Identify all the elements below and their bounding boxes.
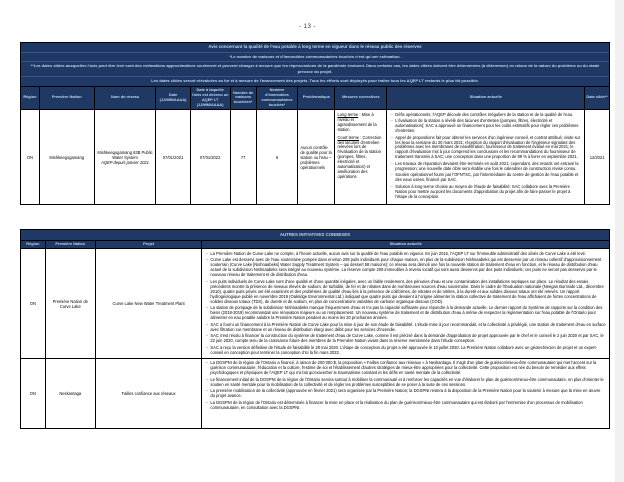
situation-cell [202, 249, 610, 358]
column-header-target-date: Date cible** [585, 86, 610, 110]
advisory-banner [20, 42, 610, 86]
column-header-region: Région [21, 240, 46, 249]
advisory-row-mishkeegogamang [21, 110, 610, 205]
initiative-row-neskantaga [21, 358, 610, 428]
situation-bullet: - Défis opérationnels; l'AQEP découle des contrôles irréguliers de la station et de la qualité de l'eau. [390, 112, 581, 117]
situation-bullet: - La DGSPNI de la région de l'Ontario a financé, à raison de 200 000 $, la proposition « Failles confiance aux réseaux » à Neskantaga. Il s'agit d'un plan de guérison/mieux-être communautaire qui met l'accent sur la guérison communautaire, l'éducation et la culture, l'estime de soi et l'établissement d'autres stratégies de mieux-être appropriées pour la collectivité. Cette proposition est née du besoin de remédier aux effets psychologiques et physiques de l'AQEP LT qui n'a fait qu'exacerber le traumatisme constant et les défis en santé mentale de la collectivité. [205, 360, 606, 375]
other-initiatives-title: AUTRES INITIATIVES CONNEXES [21, 230, 610, 241]
first-nation-cell: Mishkeegogamang [39, 110, 94, 205]
section-gap [20, 205, 610, 229]
measures-cell [335, 110, 387, 205]
page-number: - 13 - [298, 24, 316, 30]
measures-short-term [337, 135, 384, 180]
measures-long-term [337, 112, 384, 132]
buildings-count-cell: 6 [256, 110, 298, 205]
target-date-cell: 12/2021 [585, 110, 610, 205]
advisory-header-row [21, 86, 610, 110]
first-nation-cell: Première Nation de Curve Lake [45, 249, 95, 358]
situation-bullet: - SAC a reçu la version définitive de l'étude de faisabilité le 28 mai 2020. L'étape de conception du projet a été approuvée le 10 juillet 2020. La Première Nation collabore avec un géotechnicien de projet et un expert-conseil en conception pour terminer la conception d'ici la fin mars 2022. [205, 345, 606, 355]
column-header-issue: Problématique [298, 86, 335, 110]
measures-short-term-label: Court terme [337, 134, 360, 140]
network-note: AQEP depuis janvier 2021 [101, 159, 149, 165]
situation-bullet: - Soutien opérationnel fourni par l'OFNTSC, par l'intermédiaire du centre de gestion de l'eau potable et des eaux usées, financé par SAC. [390, 172, 581, 182]
other-initiatives-header-row [21, 240, 610, 249]
document-body [20, 42, 610, 429]
banner-note-target-dates: **Les dates cibles auxquelles l'avis peut être levé sont des estimations approximatives seulement et peuvent changer à mesure que les répercussions de la pandémie évoluent. Dans certains cas, les dates cibles doivent être déterminées (à déterminer) en raison de la nature du problème ou du stade précoce du projet. [21, 61, 609, 76]
column-header-network-name: Nom du réseau [94, 86, 156, 110]
date-lt-cell: 07/01/2022 [190, 110, 230, 205]
advisory-table [20, 86, 610, 206]
page-edge [615, 0, 624, 482]
situation-bullet: - La station de pompage de la subdivision Nishnaabeks manque fréquemment d'eau et n'a pas la capacité suffisante pour répondre à la demande actuelle. Le dernier rapport du Système de rapports sur la condition des biens (2018-2019) recommandait une rénovation majeure ou un remplacement. Un nouveau système de traitement et de distribution d'eau à même de respecter la réglementation sur l'eau potable de l'Ontario pour alimenter en eau potable salubre la Première Nation pendant au moins les 20 prochaines années. [205, 305, 606, 320]
column-header-first-nation: Première Nation [45, 240, 95, 249]
first-nation-cell: Neskantaga [45, 358, 95, 428]
banner-note-estimation: *Le nombre de maisons et d'immeubles communautaires touchés n'est qu'une estimation. [21, 52, 609, 61]
column-header-date-lt: Date à laquelle l'avis est devenu un AQEP LT (JJ/MM/AAAA) [190, 86, 230, 110]
column-header-situation: Situation actuelle [202, 240, 610, 249]
situation-bullet: - Les puits individuels de Curve Lake sont d'une qualité et d'une quantité inégales, avec un faible rendement, des pénuries d'eau et une contamination des installations septiques sur place. Le résultat des essais précédents montre la présence de niveaux élevés de sodium, de turbidité, de fer et de nitrates dans de nombreuses sources d'eau souterraine. Dans le cadre de l'Évaluation nationale (Neegan Burnside Ltd., décembre 2010), quatre puits privés ont été examinés et des problèmes de qualité d'eau liés à la présence de coliformes, de nitrates et de nitrites, à la dureté et aux solides dissous totaux ont été relevés. Un rapport hydrogéologique publié en novembre 2019 (Oakridge Environmental Ltd.) indiquait que quatre puits qui devaient à l'origine alimenter la station collective de traitement de l'eau affichaient de fortes concentrations de solides dissous totaux (TDS), de dureté et de sodium, en plus de concentrations variables de carbone organique dissous (COD). [205, 279, 606, 304]
project-cell: Curve Lake New Water Treatment Plant [95, 249, 202, 358]
region-cell: ON [21, 249, 46, 358]
situation-bullet: - Curve Lake est desservi avec de l'eau souterraine pompée dans environ 208 puits individuels pour chaque maison, en plus de la subdivision Nishnaabeks qui est desservie par un réseau collectif d'approvisionnement souterrain (Curve Lake [Nishnaabeks] Water Supply Treatment System – qui dessert 58 maisons); ce réseau sera démoli une fois la nouvelle station de traitement d'eau en fonction, et le réseau de distribution d'eau actuel de la subdivision Nishnaabeks sera intégré au nouveau système. La réserve compte 208 immeubles à revenu locatif qui sont aussi desservis par des puits individuels; ces puits ne seront pas desservis par le nouveau réseau de traitement et de distribution d'eau. [205, 257, 606, 277]
situation-bullet: - Solution à long terme choisie au moyen de l'étude de faisabilité; SAC collabore avec la Première Nation pour mettre au point les documents d'approbation du projet afin de faire passer le projet à l'étape de la conception. [390, 184, 581, 199]
column-header-project: Projet [95, 240, 202, 249]
initiative-row-curve-lake [21, 249, 610, 358]
network-name: Mishkeegogamang 63B Public Water System [97, 149, 153, 160]
measures-long-term-text: : Mise à niveau et agrandissement de la station [337, 111, 377, 132]
column-header-measures: Mesures correctives [335, 86, 387, 110]
column-header-situation: Situation actuelle [387, 86, 585, 110]
project-cell: Failles confiance aux réseaux [95, 358, 202, 428]
other-initiatives-title-row [21, 230, 610, 241]
situation-bullet: - Le financement initial de la DGSPNI de la région de l'Ontario servira surtout à mobiliser la communauté et à renforcer les capacités en vue d'élaborer le plan de guérison/mieux-être communautaire, en plus d'orienter le soutien en santé mentale pour la mobilisation de la collectivité et de régler les problèmes susceptibles de se poser à la suite de ces sessions. [205, 377, 606, 387]
date-cell: 07/01/2021 [156, 110, 190, 205]
situation-bullet: - La Première Nation de Curve Lake ne compte, à l'heure actuelle, aucun avis sur la qualité de l'eau potable en vigueur. En juin 2016, l'AQEP LT sur l'immeuble administratif des aînés de Curve Lake a été levé. [205, 251, 606, 256]
situation-cell [202, 358, 610, 428]
situation-bullet: - Appel de propositions fait pour obtenir les services d'un ingénieur-conseil, et contrat attribué; visite sur les lieux la semaine du 20 mars 2021; réception du rapport d'évaluation de l'ingénieur signalant des problèmes avec les membranes de nanofiltration; fournisseur de traitement évalué en mai 2021; le rapport d'évaluation mis à jour comprend les conclusions et les recommandations du fournisseur de traitement transmis à SAC; une conception dans une proportion de 99 % à livrer en septembre 2021. [390, 135, 581, 160]
measures-short-term-text: : Correction des lacunes d'entretien relevées lors de l'évaluation de la station (pompes, filtres, électricité et automatisation) et amélioration des opérations [337, 134, 382, 180]
column-header-date: Date (JJ/MM/AAAA) [156, 86, 190, 110]
column-header-region: Région [21, 86, 40, 110]
situation-bullet: - La première mobilisation de la collectivité (approuvée en février 2021) sera organisée par la Première Nation; la DGSPNI restera à la disposition de la Première Nation pour la soutenir à mesure que la mise en œuvre du projet avance. [205, 388, 606, 398]
banner-title: Avis concernant la qualité de l'eau potable à long terme en vigueur dans le réseau public des réserves [208, 44, 422, 49]
situation-bullet: - La DGSPNI de la région de l'Ontario est déterminée à financer la mise en place et la réalisation du plan de guérison/mieux-être communautaire qui est élaboré par l'entremise d'un processus de mobilisation communautaire, en consultation avec la DGSPNI. [205, 400, 606, 410]
banner-note-reassessment: Les dates cibles seront réévaluées au fur et à mesure de l'avancement des projets. Tous les efforts sont déployés pour traiter tous les AQEP LT restants le plus tôt possible. [21, 76, 609, 85]
other-initiatives-table [20, 229, 610, 429]
measures-long-term-label: Long terme [337, 111, 359, 117]
situation-cell [387, 110, 585, 205]
issue-cell: Aucun contrôle de qualité pour la station ou l'eau – problèmes opérationnels [298, 110, 335, 205]
situation-bullet: - L'évaluation de la station a révélé des lacunes d'entretien (pompes, filtres, électricité et automatisation); SAC a approuvé un financement pour les coûts estimatifs pour régler ces problèmes d'entretien. [390, 118, 581, 133]
region-cell: ON [21, 358, 46, 428]
situation-bullet: - Les travaux de réparation devaient être terminés en août 2021; cependant, des retards ont entravé la progression; une nouvelle date cible sera établie une fois le calendrier de construction révisé connu. [390, 161, 581, 171]
network-name-cell [94, 110, 156, 205]
column-header-first-nation: Première Nation [39, 86, 94, 110]
column-header-homes: Nombre de maisons touchées* [230, 86, 256, 110]
situation-bullet: - SAC a fourni un financement à la Première Nation de Curve Lake pour la mise à jour de son étude de faisabilité. L'étude mise à jour recommandait, et la collectivité a privilégié, une station de traitement d'eau en surface avec filtration sur membrane et un réseau de distribution élargi avec débit pour les services d'incendie. [205, 322, 606, 332]
column-header-buildings: Nombre d'immeubles communautaires touchés* [256, 86, 298, 110]
situation-bullet: - SAC s'est résolu à financer la construction du système de traitement d'eau de Curve Lake, comme il est précisé dans la demande d'approbation de projet approuvée par le chef et le conseil le 2 juin 2020 et par SAC, le 22 juin 2020, compte tenu de la croissance future des membres de la Première Nation vivant dans la réserve mentionnée dans l'étude conception. [205, 333, 606, 343]
homes-count-cell: 77 [230, 110, 256, 205]
region-cell: ON [21, 110, 40, 205]
